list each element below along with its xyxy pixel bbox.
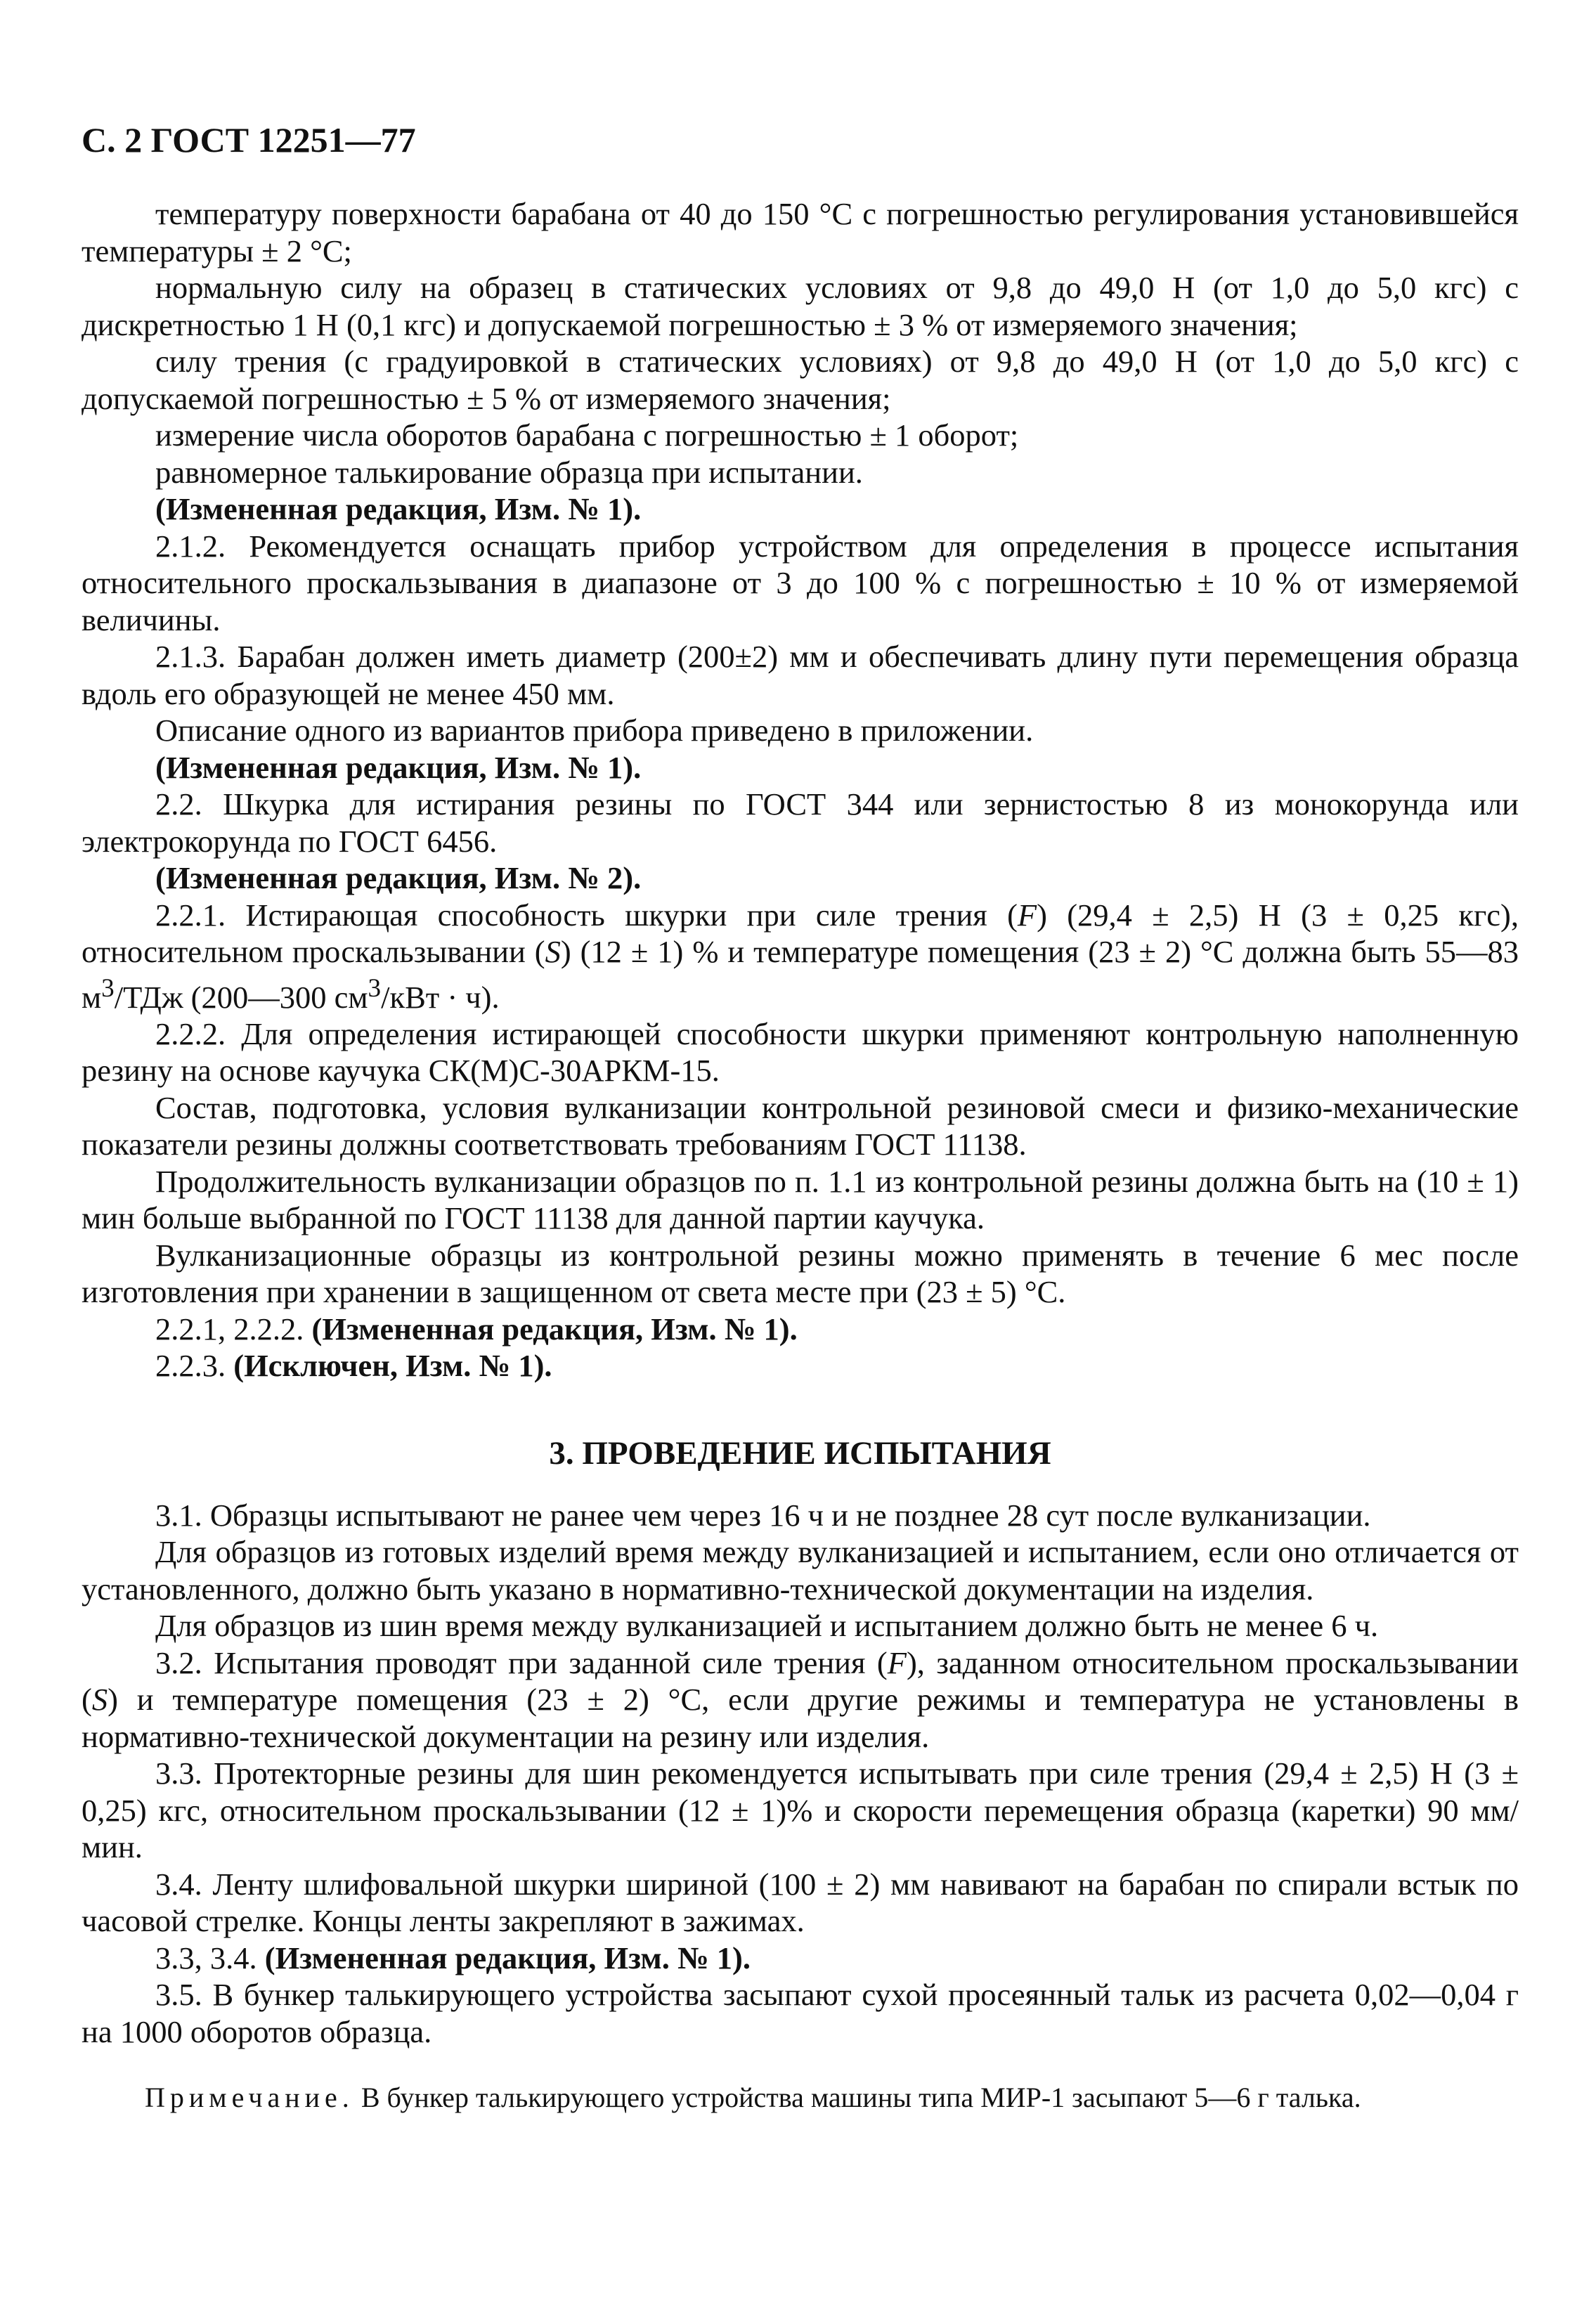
- clause-3-5: 3.5. В бункер талькирующего устройства засыпают сухой просеянный тальк из расчета 0,02—0,04 г на 1000 оборотов образца.: [82, 1977, 1519, 2049]
- amendment-note: (Измененная редакция, Изм. № 1).: [155, 749, 642, 785]
- clause-2-2-1: 2.2.1. Истирающая способность шкурки при силе трения (F) (29,4 ± 2,5) Н (3 ± 0,25 кгс), относительном проскальзывании (S) (12 ± 1) % и температуре помещения (23 ± 2) °С должна быть 55—83 $м^3$/ТДж (200—300 $см^3$/кВт · ч).: [82, 897, 1519, 1015]
- clause-2-1-2: 2.1.2. Рекомендуется оснащать прибор устройством для определения в процессе испытания относительного проскальзывания в диапазоне от 3 до 100 % с погрешностью ± 10 % от измеряемой величины.: [82, 528, 1519, 637]
- amendment-2-2-3: 2.2.3. (Исключен, Изм. № 1).: [155, 1348, 552, 1384]
- amendment-2-2-1-2-2-2: 2.2.1, 2.2.2. (Измененная редакция, Изм. № 1).: [155, 1311, 798, 1347]
- paragraph-temperature: температуру поверхности барабана от 40 до 150 °С с погрешностью регулирования установившейся температуры ± 2 °С;: [82, 196, 1519, 268]
- paragraph-finished-products: Для образцов из готовых изделий время между вулканизацией и испытанием, если оно отличается от установленного, должно быть указано в нормативно-технической документации на изделия.: [82, 1534, 1519, 1607]
- amendment-note: (Измененная редакция, Изм. № 2).: [155, 860, 642, 895]
- note: [82, 2050, 1519, 2115]
- section-3-title: 3. ПРОВЕДЕНИЕ ИСПЫТАНИЯ: [549, 1434, 1051, 1472]
- paragraph-tires: Для образцов из шин время между вулканизацией и испытанием должно быть не менее 6 ч.: [155, 1608, 1379, 1644]
- clause-2-1-3: 2.1.3. Барабан должен иметь диаметр (200±2) мм и обеспечивать длину пути перемещения образца вдоль его образующей не менее 450 мм.: [82, 639, 1519, 711]
- paragraph-normal-force: нормальную силу на образец в статических условиях от 9,8 до 49,0 Н (от 1,0 до 5,0 кгс) с дискретностью 1 Н (0,1 кгс) и допускаемой погрешностью ± 3 % от измеряемого значения;: [82, 270, 1519, 342]
- note-text: В бункер талькирующего устройства машины типа МИР-1 засыпают 5—6 г талька.: [353, 2082, 1361, 2114]
- note-label: Примечание.: [145, 2082, 354, 2114]
- paragraph-talc: равномерное талькирование образца при испытании.: [155, 454, 863, 490]
- clause-2-2-2: 2.2.2. Для определения истирающей способности шкурки применяют контрольную наполненную резину на основе каучука СК(М)С-30АРКМ-15.: [82, 1016, 1519, 1089]
- paragraph-vulcanization: Вулканизационные образцы из контрольной резины можно применять в течение 6 мес после изготовления при хранении в защищенном от света месте при (23 ± 5) °С.: [82, 1237, 1519, 1310]
- clause-3-1: 3.1. Образцы испытывают не ранее чем через 16 ч и не позднее 28 сут после вулканизации.: [155, 1497, 1371, 1533]
- clause-2-2: 2.2. Шкурка для истирания резины по ГОСТ 344 или зернистостью 8 из монокорунда или электрокорунда по ГОСТ 6456.: [82, 786, 1519, 859]
- page-header: С. 2 ГОСТ 12251—77: [82, 120, 416, 160]
- paragraph-duration: Продолжительность вулканизации образцов по п. 1.1 из контрольной резины должна быть на (10 ± 1) мин больше выбранной по ГОСТ 11138 для данной партии каучука.: [82, 1163, 1519, 1236]
- amendment-note: (Измененная редакция, Изм. № 1).: [155, 491, 642, 526]
- paragraph-revolutions: измерение числа оборотов барабана с погрешностью ± 1 оборот;: [155, 417, 1019, 453]
- clause-3-4: 3.4. Ленту шлифовальной шкурки шириной (100 ± 2) мм навивают на барабан по спирали встык по часовой стрелке. Концы ленты закрепляют в зажимах.: [82, 1866, 1519, 1939]
- paragraph-device-description: Описание одного из вариантов прибора приведено в приложении.: [155, 713, 1034, 748]
- paragraph-composition: Состав, подготовка, условия вулканизации контрольной резиновой смеси и физико-механические показатели резины должны соответствовать требованиям ГОСТ 11138.: [82, 1089, 1519, 1162]
- paragraph-friction-force: силу трения (с градуировкой в статических условиях) от 9,8 до 49,0 Н (от 1,0 до 5,0 кгс) с допускаемой погрешностью ± 5 % от измеряемого значения;: [82, 344, 1519, 416]
- clause-3-2: 3.2. Испытания проводят при заданной силе трения (F), заданном относительном проскальзывании (S) и температуре помещения (23 ± 2) °С, если другие режимы и температура не установлены в нормативно-технической документации на резину или изделия.: [82, 1644, 1519, 1754]
- amendment-3-3-3-4: 3.3, 3.4. (Измененная редакция, Изм. № 1).: [155, 1940, 751, 1975]
- clause-3-3: 3.3. Протекторные резины для шин рекомендуется испытывать при силе трения (29,4 ± 2,5) Н (3 ± 0,25) кгс, относительном проскальзывании (12 ± 1)% и скорости перемещения образца (каретки) 90 мм/мин.: [82, 1756, 1519, 1865]
- document-body: [82, 195, 1519, 2115]
